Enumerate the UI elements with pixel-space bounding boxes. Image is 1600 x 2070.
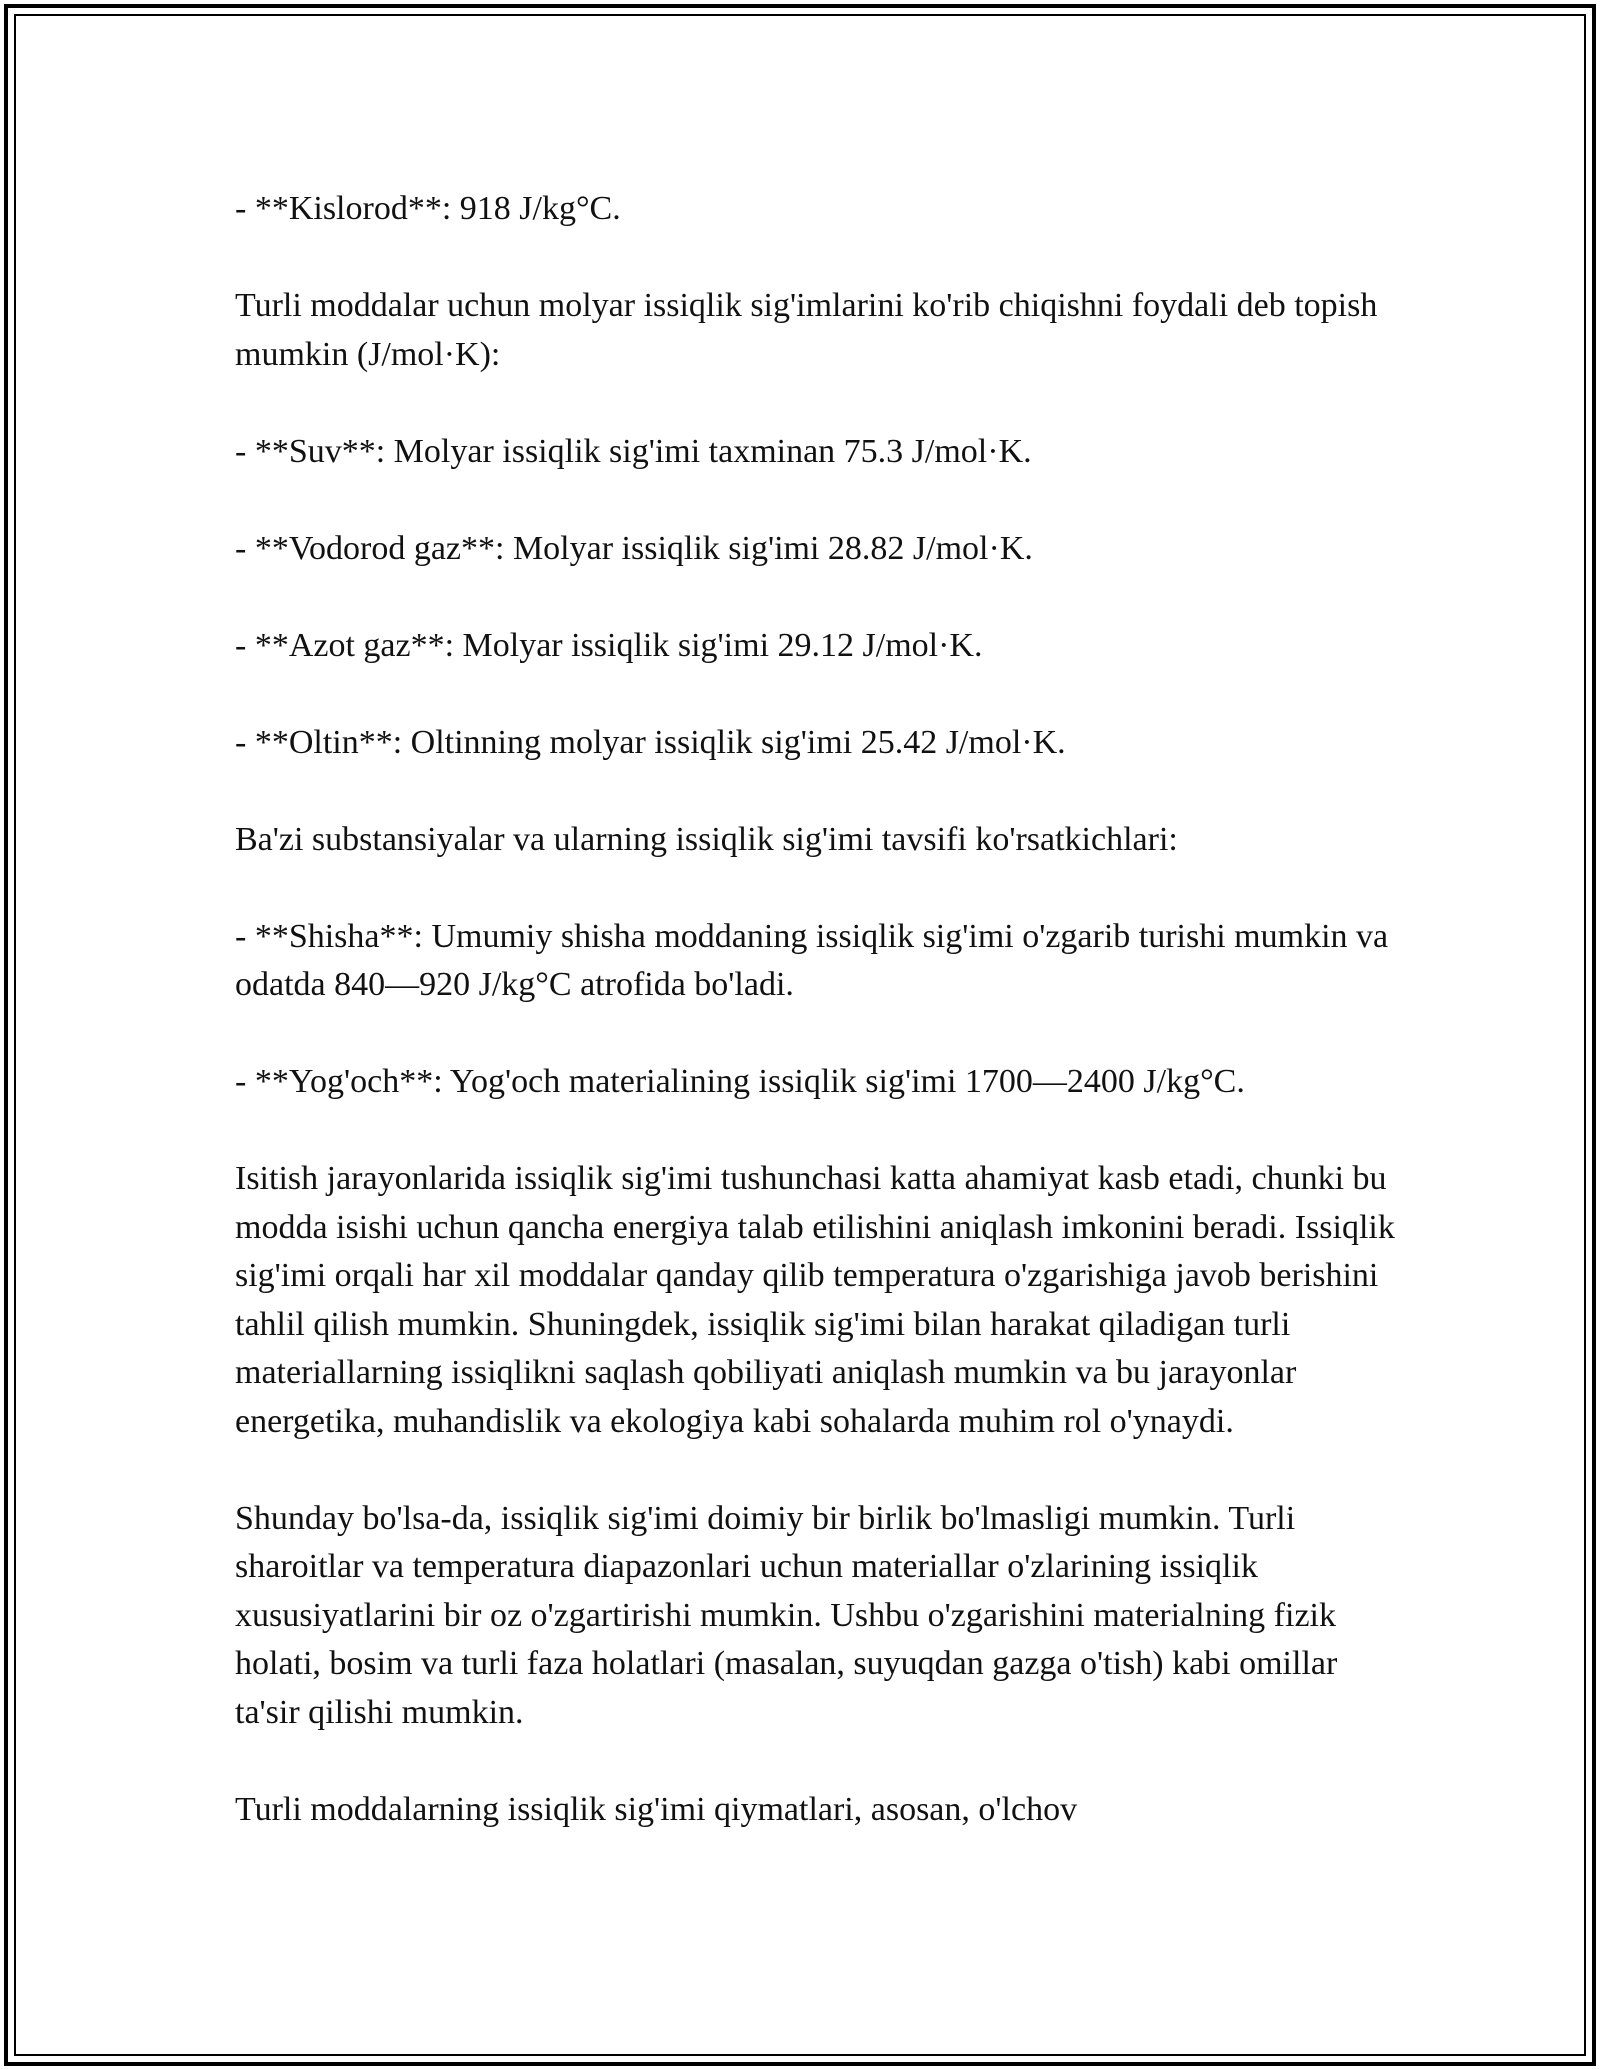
list-item-gold: - **Oltin**: Oltinning molyar issiqlik sig'imi 25.42 J/mol·K. (235, 723, 1066, 761)
list-item-hydrogen: - **Vodorod gaz**: Molyar issiqlik sig'imi 28.82 J/mol·K. (235, 529, 1033, 567)
list-item-oxygen: - **Kislorod**: 918 J/kg°C. (235, 190, 621, 227)
paragraph-variability: Shunday bo'lsa-da, issiqlik sig'imi doimiy bir birlik bo'lmasligi mumkin. Turli sharoitlar va temperatura diapazonlari uchun materiallar o'zlarining issiqlik xususiyatlarini bir oz o'zgartirishi mumkin. Ushbu o'zgarishini materialning fizik holati, bosim va turli faza holatlari (masalan, suyuqdan gazga o'tish) kabi omillar ta'sir qilishi mumkin. (235, 1499, 1338, 1731)
list-item-glass: - **Shisha**: Umumiy shisha moddaning issiqlik sig'imi o'zgarib turishi mumkin va odatda 840—920 J/kg°C atrofida bo'ladi. (235, 917, 1389, 1003)
paragraph-molar-intro: Turli moddalar uchun molyar issiqlik sig'imlarini ko'rib chiqishni foydali deb topish mumkin (J/mol·K): (235, 287, 1378, 373)
list-item-water: - **Suv**: Molyar issiqlik sig'imi taxminan 75.3 J/mol·K. (235, 432, 1032, 470)
paragraph-values-truncated: Turli moddalarning issiqlik sig'imi qiymatlari, asosan, o'lchov (235, 1790, 1078, 1828)
list-item-nitrogen: - **Azot gaz**: Molyar issiqlik sig'imi 29.12 J/mol·K. (235, 626, 983, 664)
list-item-wood: - **Yog'och**: Yog'och materialining issiqlik sig'imi 1700—2400 J/kg°C. (235, 1063, 1245, 1100)
paragraph-substances-intro: Ba'zi substansiyalar va ularning issiqlik sig'imi tavsifi ko'rsatkichlari: (235, 820, 1178, 858)
paragraph-heating-processes: Isitish jarayonlarida issiqlik sig'imi tushunchasi katta ahamiyat kasb etadi, chunki bu modda isishi uchun qancha energiya talab etilishini aniqlash imkonini beradi. Issiqlik sig'imi orqali har xil moddalar qanday qilib temperatura o'zgarishiga javob berishini tahlil qilish mumkin. Shuningdek, issiqlik sig'imi bilan harakat qiladigan turli materiallarning issiqlikni saqlash qobiliyati aniqlash mumkin va bu jarayonlar energetika, muhandislik va ekologiya kabi sohalarda muhim rol o'ynaydi. (235, 1160, 1395, 1440)
document-body (235, 185, 1395, 1834)
